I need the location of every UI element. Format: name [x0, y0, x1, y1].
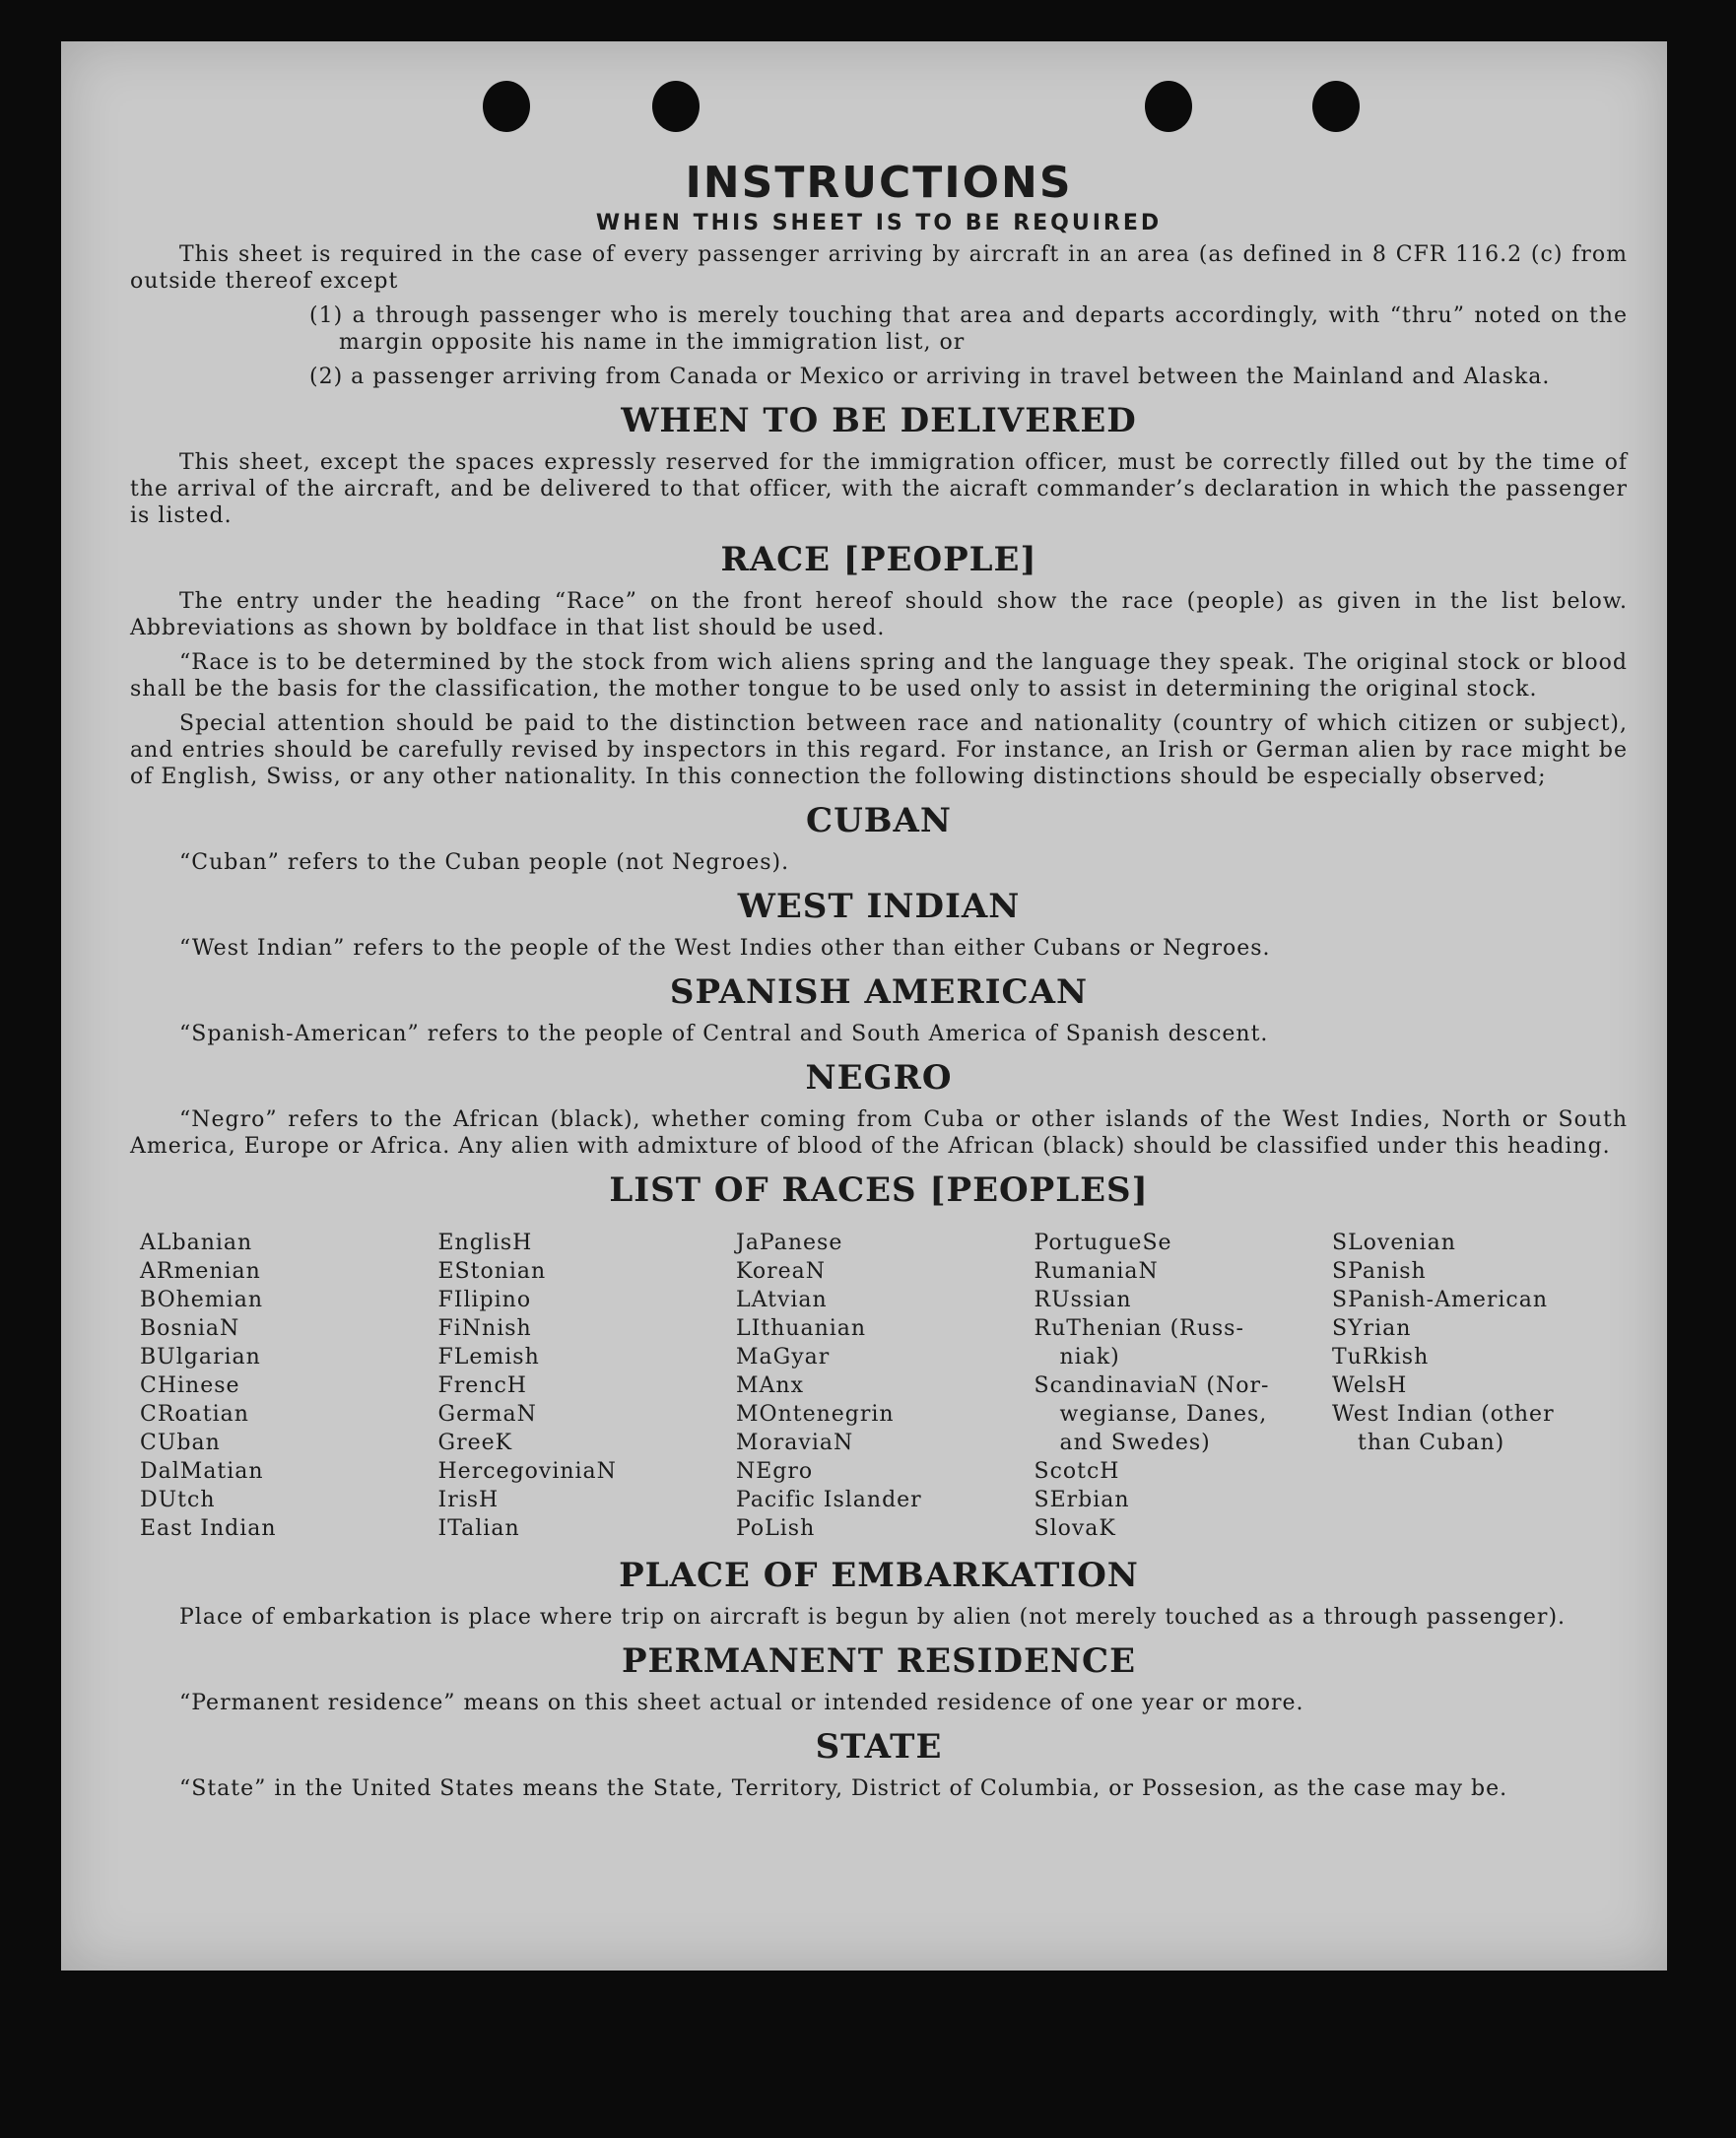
race-item: ALbanian — [140, 1231, 253, 1255]
page-title: INSTRUCTIONS — [685, 158, 1073, 208]
document-page — [61, 41, 1667, 1971]
race-item: IrisH — [437, 1488, 500, 1512]
exception-item: (2) a passenger arriving from Canada or Mexico or arriving in travel between the Mainland and Alaska. — [309, 365, 1551, 389]
intro-paragraph: This sheet is required in the case of every passenger arriving by aircraft in an area (as defined in 8 CFR 116.2 (c) from outside thereof except — [130, 242, 1628, 294]
section-paragraph: The entry under the heading “Race” on the front hereof should show the race (people) as given in the list below. Abbreviations as shown by boldface in that list should be used. — [130, 589, 1628, 640]
race-item: RumaniaN — [1034, 1259, 1159, 1284]
race-item: SErbian — [1034, 1488, 1130, 1512]
exception-item: (1) a through passenger who is merely touching that area and departs accordingly, with “thru” noted on the margin opposite his name in the immigration list, or — [309, 303, 1628, 355]
race-item: FrencH — [437, 1373, 527, 1398]
race-item: SLovenian — [1332, 1231, 1456, 1255]
race-item: niak) — [1059, 1345, 1120, 1370]
race-item: PortugueSe — [1034, 1231, 1172, 1255]
races-column — [736, 1229, 1032, 1543]
race-item: EStonian — [437, 1259, 547, 1284]
section-heading: CUBAN — [806, 801, 952, 840]
section-paragraph: “West Indian” refers to the people of the West Indies other than either Cubans or Negroes. — [179, 936, 1271, 961]
race-item: ITalian — [437, 1516, 520, 1541]
races-list — [130, 1229, 1628, 1543]
race-item: FLemish — [437, 1345, 540, 1370]
race-item: BUlgarian — [140, 1345, 261, 1370]
race-item: and Swedes) — [1059, 1431, 1211, 1455]
section-paragraph: “Permanent residence” means on this sheet actual or intended residence of one year or more. — [179, 1691, 1304, 1715]
race-item: JaPanese — [736, 1231, 843, 1255]
race-item: ARmenian — [140, 1259, 261, 1284]
race-item: RUssian — [1034, 1288, 1132, 1312]
race-item: SPanish — [1332, 1259, 1427, 1284]
section-paragraph: This sheet, except the spaces expressly reserved for the immigration officer, must be correctly filled out by the time of the arrival of the aircraft, and be delivered to that officer, with the aicraft commander’s declaration in which the passenger is listed. — [130, 450, 1628, 528]
race-item: FIlipino — [437, 1288, 532, 1312]
race-item: BOhemian — [140, 1288, 263, 1312]
section-heading: LIST OF RACES [PEOPLES] — [609, 1170, 1149, 1210]
race-item: FiNnish — [437, 1316, 532, 1341]
section-paragraph: “Race is to be determined by the stock from wich aliens spring and the language they speak. The original stock or blood shall be the basis for the classification, the mother tongue to be used only to assist in determining the original stock. — [130, 650, 1628, 702]
section-heading: RACE [PEOPLE] — [720, 540, 1037, 579]
race-item: CUban — [140, 1431, 221, 1455]
section-heading: SPANISH AMERICAN — [669, 972, 1089, 1012]
race-item: EnglisH — [437, 1231, 533, 1255]
section-heading: NEGRO — [805, 1058, 953, 1098]
race-item: CHinese — [140, 1373, 240, 1398]
page-subtitle: WHEN THIS SHEET IS TO BE REQUIRED — [595, 211, 1163, 235]
race-item: CRoatian — [140, 1402, 249, 1427]
race-item: Pacific Islander — [736, 1488, 922, 1512]
races-column — [438, 1229, 734, 1543]
race-item: wegianse, Danes, — [1059, 1402, 1268, 1427]
race-item: ScotcH — [1034, 1459, 1120, 1484]
punch-hole — [1145, 81, 1192, 132]
punch-hole — [483, 81, 530, 132]
race-item: MAnx — [736, 1373, 804, 1398]
section-paragraph: Special attention should be paid to the distinction between race and nationality (country of which citizen or subject), and entries should be carefully revised by inspectors in this regard. For instance, an Irish or German alien by race might be of English, Swiss, or any other nationality. In this connection the following distinctions should be especially observed; — [130, 711, 1628, 789]
race-item: NEgro — [736, 1459, 814, 1484]
races-column — [140, 1229, 435, 1543]
races-column — [1035, 1229, 1330, 1543]
race-item: GreeK — [437, 1431, 513, 1455]
race-item: East Indian — [140, 1516, 277, 1541]
race-item: RuThenian (Russ- — [1034, 1316, 1244, 1341]
race-item: TuRkish — [1332, 1345, 1430, 1370]
race-item: than Cuban) — [1358, 1431, 1505, 1455]
race-item: LIthuanian — [736, 1316, 867, 1341]
race-item: MaGyar — [736, 1345, 831, 1370]
race-item: KoreaN — [736, 1259, 826, 1284]
race-item: SlovaK — [1034, 1516, 1116, 1541]
race-item: PoLish — [736, 1516, 816, 1541]
section-paragraph: “Negro” refers to the African (black), whether coming from Cuba or other islands of the West Indies, North or South America, Europe or Africa. Any alien with admixture of blood of the African (black) should be classified under this heading. — [130, 1107, 1628, 1159]
race-item: DUtch — [140, 1488, 216, 1512]
race-item: HercegoviniaN — [437, 1459, 617, 1484]
race-item: MOntenegrin — [736, 1402, 895, 1427]
race-item: BosniaN — [140, 1316, 240, 1341]
section-heading: PERMANENT RESIDENCE — [621, 1641, 1137, 1681]
race-item: GermaN — [437, 1402, 537, 1427]
races-column — [1332, 1229, 1628, 1543]
section-paragraph: “Cuban” refers to the Cuban people (not Negroes). — [179, 850, 790, 875]
section-paragraph: “Spanish-American” refers to the people of Central and South America of Spanish descent. — [179, 1022, 1269, 1046]
race-item: West Indian (other — [1332, 1402, 1555, 1427]
race-item: LAtvian — [736, 1288, 828, 1312]
race-item: DalMatian — [140, 1459, 264, 1484]
section-paragraph: “State” in the United States means the State, Territory, District of Columbia, or Possesion, as the case may be. — [179, 1776, 1508, 1801]
section-heading: STATE — [815, 1727, 943, 1767]
race-item: SYrian — [1332, 1316, 1412, 1341]
race-item: MoraviaN — [736, 1431, 854, 1455]
race-item: SPanish-American — [1332, 1288, 1549, 1312]
section-heading: WEST INDIAN — [737, 887, 1021, 926]
punch-hole — [1312, 81, 1360, 132]
punch-hole — [652, 81, 700, 132]
race-item: ScandinaviaN (Nor- — [1034, 1373, 1270, 1398]
section-paragraph: Place of embarkation is place where trip on aircraft is begun by alien (not merely touched as a through passenger). — [179, 1605, 1567, 1630]
section-heading: PLACE OF EMBARKATION — [619, 1556, 1139, 1595]
section-heading: WHEN TO BE DELIVERED — [621, 401, 1137, 440]
race-item: WelsH — [1332, 1373, 1408, 1398]
instructions-content — [130, 158, 1628, 1810]
